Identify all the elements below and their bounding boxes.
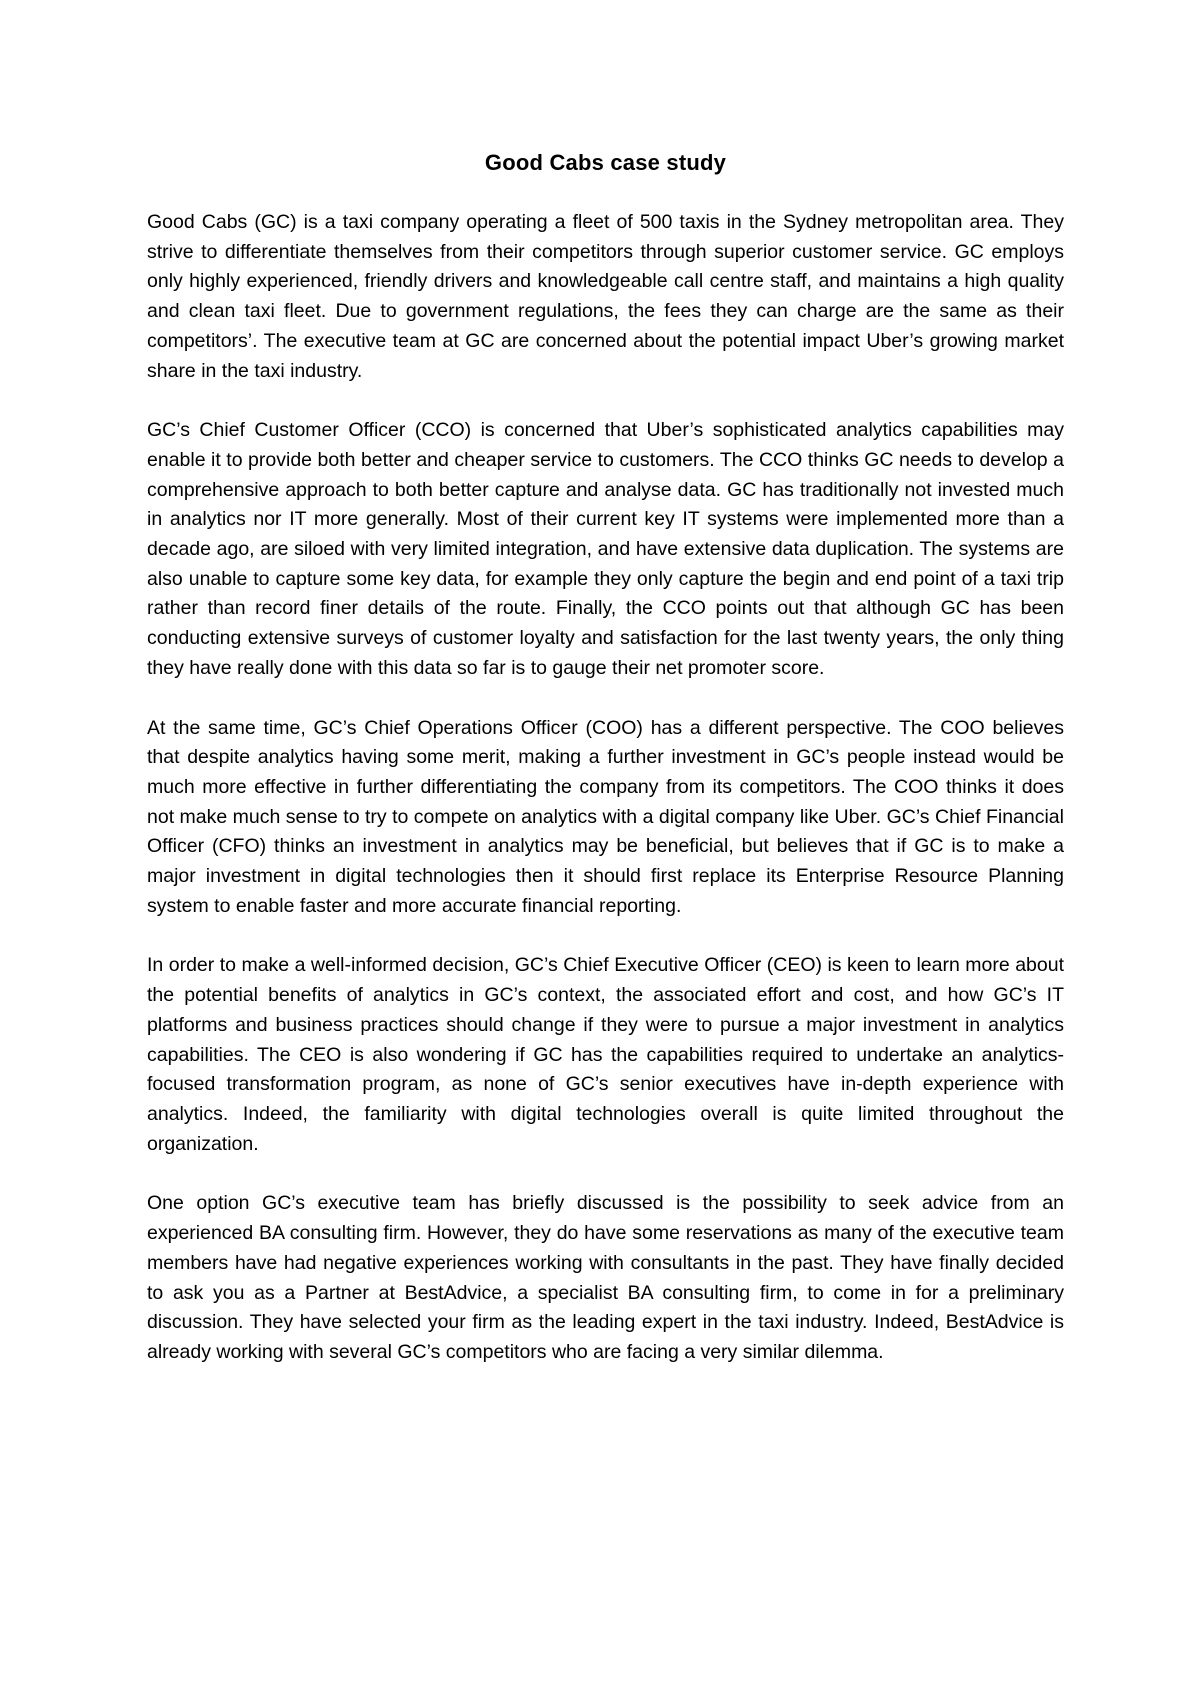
paragraph-consulting-option: One option GC’s executive team has briefly discussed is the possibility to seek advice from an experienced BA consulting firm. However, they do have some reservations as many of the executive team members have had negative experiences working with consultants in the past. They have finally decided to ask you as a Partner at BestAdvice, a specialist BA consulting firm, to come in for a preliminary discussion. They have selected your firm as the leading expert in the taxi industry. Indeed, BestAdvice is already working with several GC’s competitors who are facing a very similar dilemma.	[147, 1192, 1064, 1363]
paragraph-cco-perspective: GC’s Chief Customer Officer (CCO) is concerned that Uber’s sophisticated analytics capabilities may enable it to provide both better and cheaper service to customers. The CCO thinks GC needs to develop a comprehensive approach to both better capture and analyse data. GC has traditionally not invested much in analytics nor IT more generally. Most of their current key IT systems were implemented more than a decade ago, are siloed with very limited integration, and have extensive data duplication. The systems are also unable to capture some key data, for example they only capture the begin and end point of a taxi trip rather than record finer details of the route. Finally, the CCO points out that although GC has been conducting extensive surveys of customer loyalty and satisfaction for the last twenty years, the only thing they have really done with this data so far is to gauge their net promoter score.	[147, 419, 1064, 679]
paragraph-company-overview: Good Cabs (GC) is a taxi company operating a fleet of 500 taxis in the Sydney metropolitan area. They strive to differentiate themselves from their competitors through superior customer service. GC employs only highly experienced, friendly drivers and knowledgeable call centre staff, and maintains a high quality and clean taxi fleet. Due to government regulations, the fees they can charge are the same as their competitors’. The executive team at GC are concerned about the potential impact Uber’s growing market share in the taxi industry.	[147, 211, 1064, 382]
paragraph-ceo-perspective: In order to make a well-informed decision, GC’s Chief Executive Officer (CEO) is keen to learn more about the potential benefits of analytics in GC’s context, the associated effort and cost, and how GC’s IT platforms and business practices should change if they were to pursue a major investment in analytics capabilities. The CEO is also wondering if GC has the capabilities required to undertake an analytics-focused transformation program, as none of GC’s senior executives have in-depth experience with analytics. Indeed, the familiarity with digital technologies overall is quite limited throughout the organization.	[147, 954, 1064, 1155]
document-body	[147, 208, 1064, 1398]
document-title: Good Cabs case study	[484, 150, 727, 175]
paragraph-coo-cfo-perspective: At the same time, GC’s Chief Operations Officer (COO) has a different perspective. The COO believes that despite analytics having some merit, making a further investment in GC’s people instead would be much more effective in further differentiating the company from its competitors. The COO thinks it does not make much sense to try to compete on analytics with a digital company like Uber. GC’s Chief Financial Officer (CFO) thinks an investment in analytics may be beneficial, but believes that if GC is to make a major investment in digital technologies then it should first replace its Enterprise Resource Planning system to enable faster and more accurate financial reporting.	[147, 716, 1064, 917]
